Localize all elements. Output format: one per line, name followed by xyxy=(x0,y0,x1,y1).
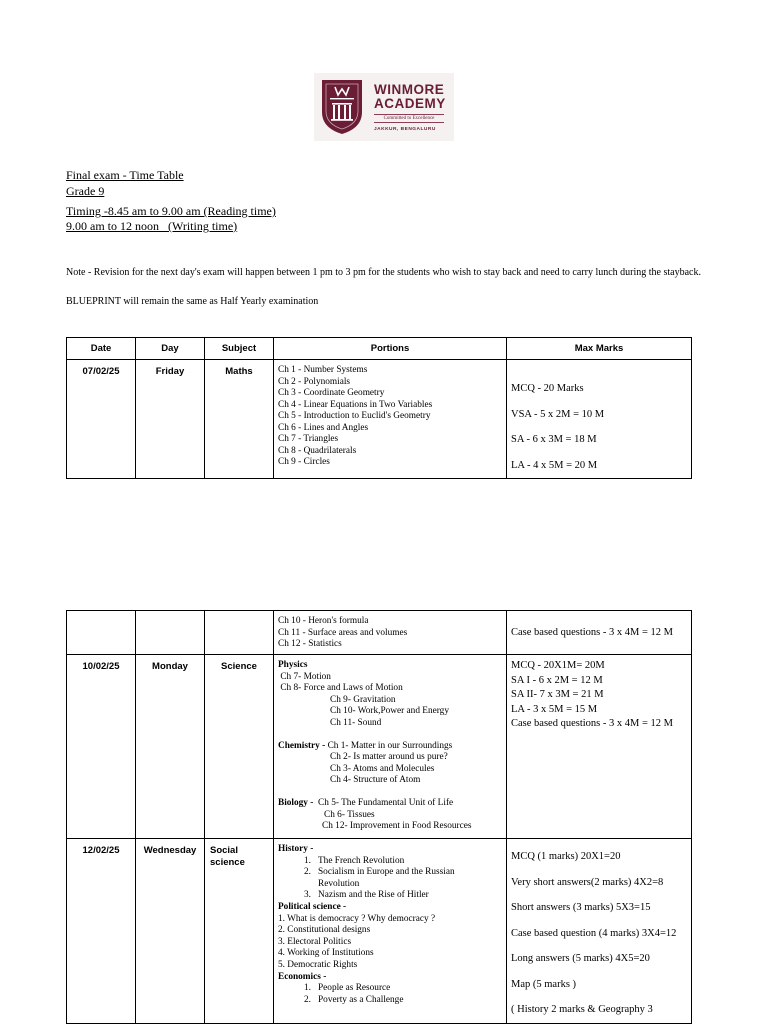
portion-item: Ch 8- Force and Laws of Motion xyxy=(278,683,403,693)
timetable-page2 xyxy=(66,610,692,1024)
marks-item: Case based question (4 marks) 3X4=12 xyxy=(511,927,677,939)
day-cell: Wednesday xyxy=(136,839,205,1024)
portion-item: Ch 7- Motion xyxy=(278,671,331,682)
portion-item: Ch 12 - Statistics xyxy=(278,639,342,649)
table-row xyxy=(67,611,692,655)
portion-item: Ch 2 - Polynomials xyxy=(278,376,351,387)
marks-item: SA - 6 x 3M = 18 M xyxy=(511,434,597,445)
portion-item: 3. Electoral Politics xyxy=(278,936,352,947)
portions-cell xyxy=(274,655,507,839)
marks-item: MCQ - 20 Marks xyxy=(511,383,584,394)
list-item: 3. Nazism and the Rise of Hitler xyxy=(304,890,429,901)
grade-line: Grade 9 xyxy=(66,184,105,198)
portion-item: 1. What is democracy ? Why democracy ? xyxy=(278,913,436,924)
logo-location: JAKKUR, BENGALURU xyxy=(374,127,436,132)
portions-cell xyxy=(274,839,507,1024)
portion-item: Ch 1- Matter in our Surroundings xyxy=(327,740,453,751)
marks-cell xyxy=(507,839,692,1024)
marks-cell xyxy=(507,611,692,655)
marks-item: Short answers (3 marks) 5X3=15 xyxy=(511,902,651,913)
marks-item: Case based questions - 3 x 4M = 12 M xyxy=(511,718,673,730)
list-item: 1. People as Resource xyxy=(304,983,391,994)
biology-label: Biology - xyxy=(278,798,316,808)
portion-item: Ch 1 - Number Systems xyxy=(278,365,368,375)
polsci-label: Political science - xyxy=(278,901,347,912)
portion-item: Ch 3 - Coordinate Geometry xyxy=(278,388,385,398)
subject-cell xyxy=(205,839,274,1024)
empty-cell xyxy=(136,611,205,655)
timing-reading: Timing -8.45 am to 9.00 am (Reading time) xyxy=(66,204,276,218)
marks-item: SA I - 6 x 2M = 12 M xyxy=(511,674,603,686)
chemistry-label: Chemistry - xyxy=(278,740,328,751)
table-row xyxy=(67,839,692,1024)
portion-item: Ch 5- The Fundamental Unit of Life xyxy=(315,798,454,808)
marks-item: LA - 3 x 5M = 15 M xyxy=(511,703,598,715)
portion-item: Ch 11 - Surface areas and volumes xyxy=(278,627,408,638)
marks-item: Case based questions - 3 x 4M = 12 M xyxy=(511,626,673,638)
timetable-page1 xyxy=(66,337,692,479)
portion-item: Ch 11- Sound xyxy=(330,717,382,728)
portion-item: 2. Constitutional designs xyxy=(278,925,371,936)
portion-item: Ch 7 - Triangles xyxy=(278,434,339,444)
list-item-continued: Revolution xyxy=(318,878,360,889)
portion-item: Ch 10 - Heron's formula xyxy=(278,616,369,626)
logo-word-1: WINMORE xyxy=(374,82,445,97)
revision-note: Note - Revision for the next day's exam will happen between 1 pm to 3 pm for the students who wish to stay back and need to carry lunch during the stayback. xyxy=(66,267,701,278)
timing-writing: 9.00 am to 12 noon (Writing time) xyxy=(66,219,238,233)
portion-item: 4. Working of Institutions xyxy=(278,948,374,959)
portion-item: Ch 4- Structure of Atom xyxy=(330,775,421,785)
portion-item: Ch 4 - Linear Equations in Two Variables xyxy=(278,399,433,410)
chemistry-line xyxy=(278,741,506,753)
physics-label: Physics xyxy=(278,660,308,670)
day-cell: Friday xyxy=(136,360,205,479)
portions-cell xyxy=(274,611,507,655)
marks-cell xyxy=(507,360,692,479)
marks-item: MCQ - 20X1M= 20M xyxy=(511,660,605,671)
table-header-row xyxy=(67,338,692,360)
portions-cell xyxy=(274,360,507,479)
portion-item: Ch 5 - Introduction to Euclid's Geometry xyxy=(278,411,431,421)
portion-item: Ch 12- Improvement in Food Resources xyxy=(322,821,472,831)
header-subject: Subject xyxy=(205,338,274,360)
day-cell: Monday xyxy=(136,655,205,839)
portion-item: Ch 9- Gravitation xyxy=(330,694,396,705)
marks-item: Map (5 marks ) xyxy=(511,978,577,990)
date-cell: 10/02/25 xyxy=(67,655,136,839)
portion-item: Ch 6- Tissues xyxy=(324,809,375,820)
empty-cell xyxy=(205,611,274,655)
crest-icon xyxy=(320,78,364,136)
list-item: 2. Socialism in Europe and the Russian xyxy=(304,867,455,878)
marks-item: Long answers (5 marks) 4X5=20 xyxy=(511,953,650,964)
logo-tagline: Committed to Excellence xyxy=(374,114,444,123)
subject-cell: Maths xyxy=(205,360,274,479)
subject-cell: Science xyxy=(205,655,274,839)
marks-item: Very short answers(2 marks) 4X2=8 xyxy=(511,876,664,888)
logo-word-2: ACADEMY xyxy=(374,96,446,111)
empty-cell xyxy=(67,611,136,655)
marks-item: VSA - 5 x 2M = 10 M xyxy=(511,408,605,420)
date-cell: 12/02/25 xyxy=(67,839,136,1024)
econ-label: Economics - xyxy=(278,971,327,982)
portion-item: Ch 8 - Quadrilaterals xyxy=(278,445,357,456)
header-max-marks: Max Marks xyxy=(507,338,692,360)
subject-line: Social xyxy=(210,845,238,856)
date-cell: 07/02/25 xyxy=(67,360,136,479)
marks-item: MCQ (1 marks) 20X1=20 xyxy=(511,851,621,862)
list-item: 2. Poverty as a Challenge xyxy=(304,994,404,1005)
spacer xyxy=(278,729,506,741)
marks-item: ( History 2 marks & Geography 3 xyxy=(511,1004,653,1015)
blueprint-note: BLUEPRINT will remain the same as Half Yearly examination xyxy=(66,296,319,307)
list-item: 1. The French Revolution xyxy=(304,855,405,866)
header-date: Date xyxy=(67,338,136,360)
history-label: History - xyxy=(278,844,314,854)
biology-line xyxy=(278,798,506,810)
portion-item: Ch 3- Atoms and Molecules xyxy=(330,763,435,774)
marks-item: LA - 4 x 5M = 20 M xyxy=(511,459,598,471)
marks-item: SA II- 7 x 3M = 21 M xyxy=(511,689,604,701)
portion-item: Ch 2- Is matter around us pure? xyxy=(330,752,448,762)
header-day: Day xyxy=(136,338,205,360)
portion-item: Ch 9 - Circles xyxy=(278,457,330,467)
portion-item: 5. Democratic Rights xyxy=(278,959,358,970)
doc-title: Final exam - Time Table xyxy=(66,168,184,182)
portion-item: Ch 10- Work,Power and Energy xyxy=(330,706,449,716)
spacer xyxy=(278,787,506,799)
subject-line: science xyxy=(210,857,245,868)
header-portions: Portions xyxy=(274,338,507,360)
portion-item: Ch 6 - Lines and Angles xyxy=(278,422,369,433)
table-row xyxy=(67,360,692,479)
table-row xyxy=(67,655,692,839)
school-logo xyxy=(314,73,454,141)
marks-cell xyxy=(507,655,692,839)
